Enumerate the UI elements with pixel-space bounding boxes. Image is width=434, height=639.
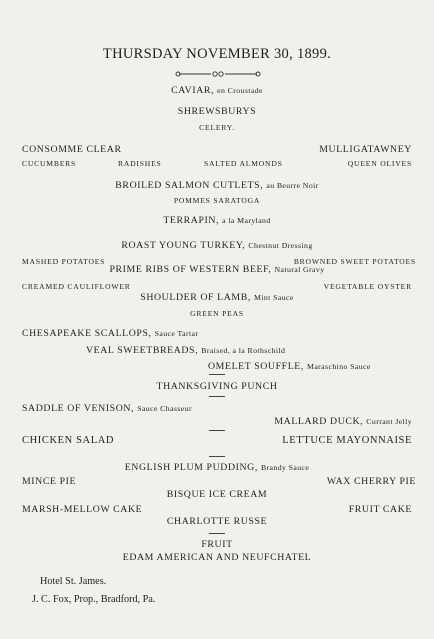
dish-radishes: RADISHES [118,159,162,168]
dish-omelet-note: Maraschino Sauce [306,362,371,371]
dish-turkey-note: Chestnut Dressing [248,241,313,250]
dish-lettuce: LETTUCE MAYONNAISE [282,435,412,446]
course-punch [0,381,434,395]
dish-omelet: OMELET SOUFFLE, [208,361,304,372]
course-turkey [0,240,434,254]
course-caviar [0,85,434,99]
dish-sweetbreads: VEAL SWEETBREADS, [86,345,199,356]
divider-rule [209,430,225,431]
course-terrapin [0,215,434,229]
dish-prime-ribs: PRIME RIBS OF WESTERN BEEF, [109,264,272,275]
dish-pommes: POMMES SARATOGA [173,196,261,205]
course-sweetbreads [0,345,434,359]
course-omelet [0,361,434,375]
dish-cherry-pie: WAX CHERRY PIE [326,476,416,487]
course-scallops [0,328,434,342]
dish-mallard: MALLARD DUCK, [274,416,364,427]
dish-pudding: ENGLISH PLUM PUDDING, [124,462,258,473]
course-mallard [0,416,434,430]
divider-rule [209,456,225,457]
dish-scallops-note: Sauce Tartar [154,329,199,338]
dish-shrewsburys: SHREWSBURYS [177,106,257,117]
course-fruit [0,539,434,553]
dish-turkey: ROAST YOUNG TURKEY, [121,240,246,251]
course-pommes [0,196,434,210]
dish-mulligatawney: MULLIGATAWNEY [319,144,412,155]
dish-mince-pie: MINCE PIE [22,476,77,487]
dish-celery: CELERY. [199,123,235,132]
course-pudding [0,462,434,476]
dish-terrapin-note: a la Maryland [222,216,271,225]
dish-cauliflower: CREAMED CAULIFLOWER [22,282,131,291]
course-lamb [0,292,434,306]
course-relishes [0,159,434,173]
dish-oyster: VEGETABLE OYSTER [323,282,412,291]
dish-fruit: FRUIT [201,539,233,550]
dish-caviar: CAVIAR, [171,85,215,96]
dish-mallard-note: Currant Jelly [366,417,412,426]
dish-bisque: BISQUE ICE CREAM [166,489,268,500]
footer-proprietor: J. C. Fox, Prop., Bradford, Pa. [32,594,156,605]
course-soups [0,144,434,158]
dish-chicken-salad: CHICKEN SALAD [22,435,115,446]
dish-caviar-note: en Croustade [217,86,263,95]
dish-prime-ribs-note: Natural Gravy [274,265,325,274]
dish-salmon-note: au Beurre Noir [266,181,319,190]
course-bisque [0,489,434,503]
dish-punch: THANKSGIVING PUNCH [156,381,278,392]
flourish-ornament [175,68,261,80]
dish-lamb-note: Mint Sauce [253,293,294,302]
course-celery [0,123,434,137]
course-peas [0,309,434,323]
dish-cucumbers: CUCUMBERS [22,159,77,168]
course-salads [0,435,434,449]
dish-consomme: CONSOMME CLEAR [22,144,122,155]
course-venison [0,403,434,417]
dish-scallops: CHESAPEAKE SCALLOPS, [22,328,152,339]
dish-cheese: EDAM AMERICAN AND NEUFCHATEL [122,552,312,563]
course-charlotte [0,516,434,530]
dish-fruit-cake: FRUIT CAKE [348,504,412,515]
footer-hotel: Hotel St. James. [40,576,107,587]
dish-pudding-note: Brandy Sauce [260,463,310,472]
divider-rule [209,533,225,534]
dish-peas: GREEN PEAS [190,309,244,318]
course-shrewsburys [0,106,434,120]
dish-salmon: BROILED SALMON CUTLETS, [115,180,264,191]
dish-mashed: MASHED POTATOES [22,257,106,266]
divider-rule [209,374,225,375]
course-pies [0,476,434,490]
course-cheese [0,552,434,566]
dish-browned: BROWNED SWEET POTATOES [293,257,416,266]
dish-venison: SADDLE OF VENISON, [22,403,135,414]
dish-terrapin: TERRAPIN, [163,215,220,226]
course-salmon [0,180,434,194]
dish-salted-almonds: SALTED ALMONDS [204,159,283,168]
dish-lamb: SHOULDER OF LAMB, [140,292,251,303]
dish-marshmallow: MARSH-MELLOW CAKE [22,504,143,515]
divider-rule [209,396,225,397]
dish-sweetbreads-note: Braised, a la Rothschild [201,346,286,355]
dish-charlotte: CHARLOTTE RUSSE [166,516,268,527]
course-prime-ribs [0,264,434,278]
menu-date: THURSDAY NOVEMBER 30, 1899. [102,46,332,62]
dish-queen-olives: QUEEN OLIVES [347,159,412,168]
dish-venison-note: Sauce Chasseur [137,404,192,413]
